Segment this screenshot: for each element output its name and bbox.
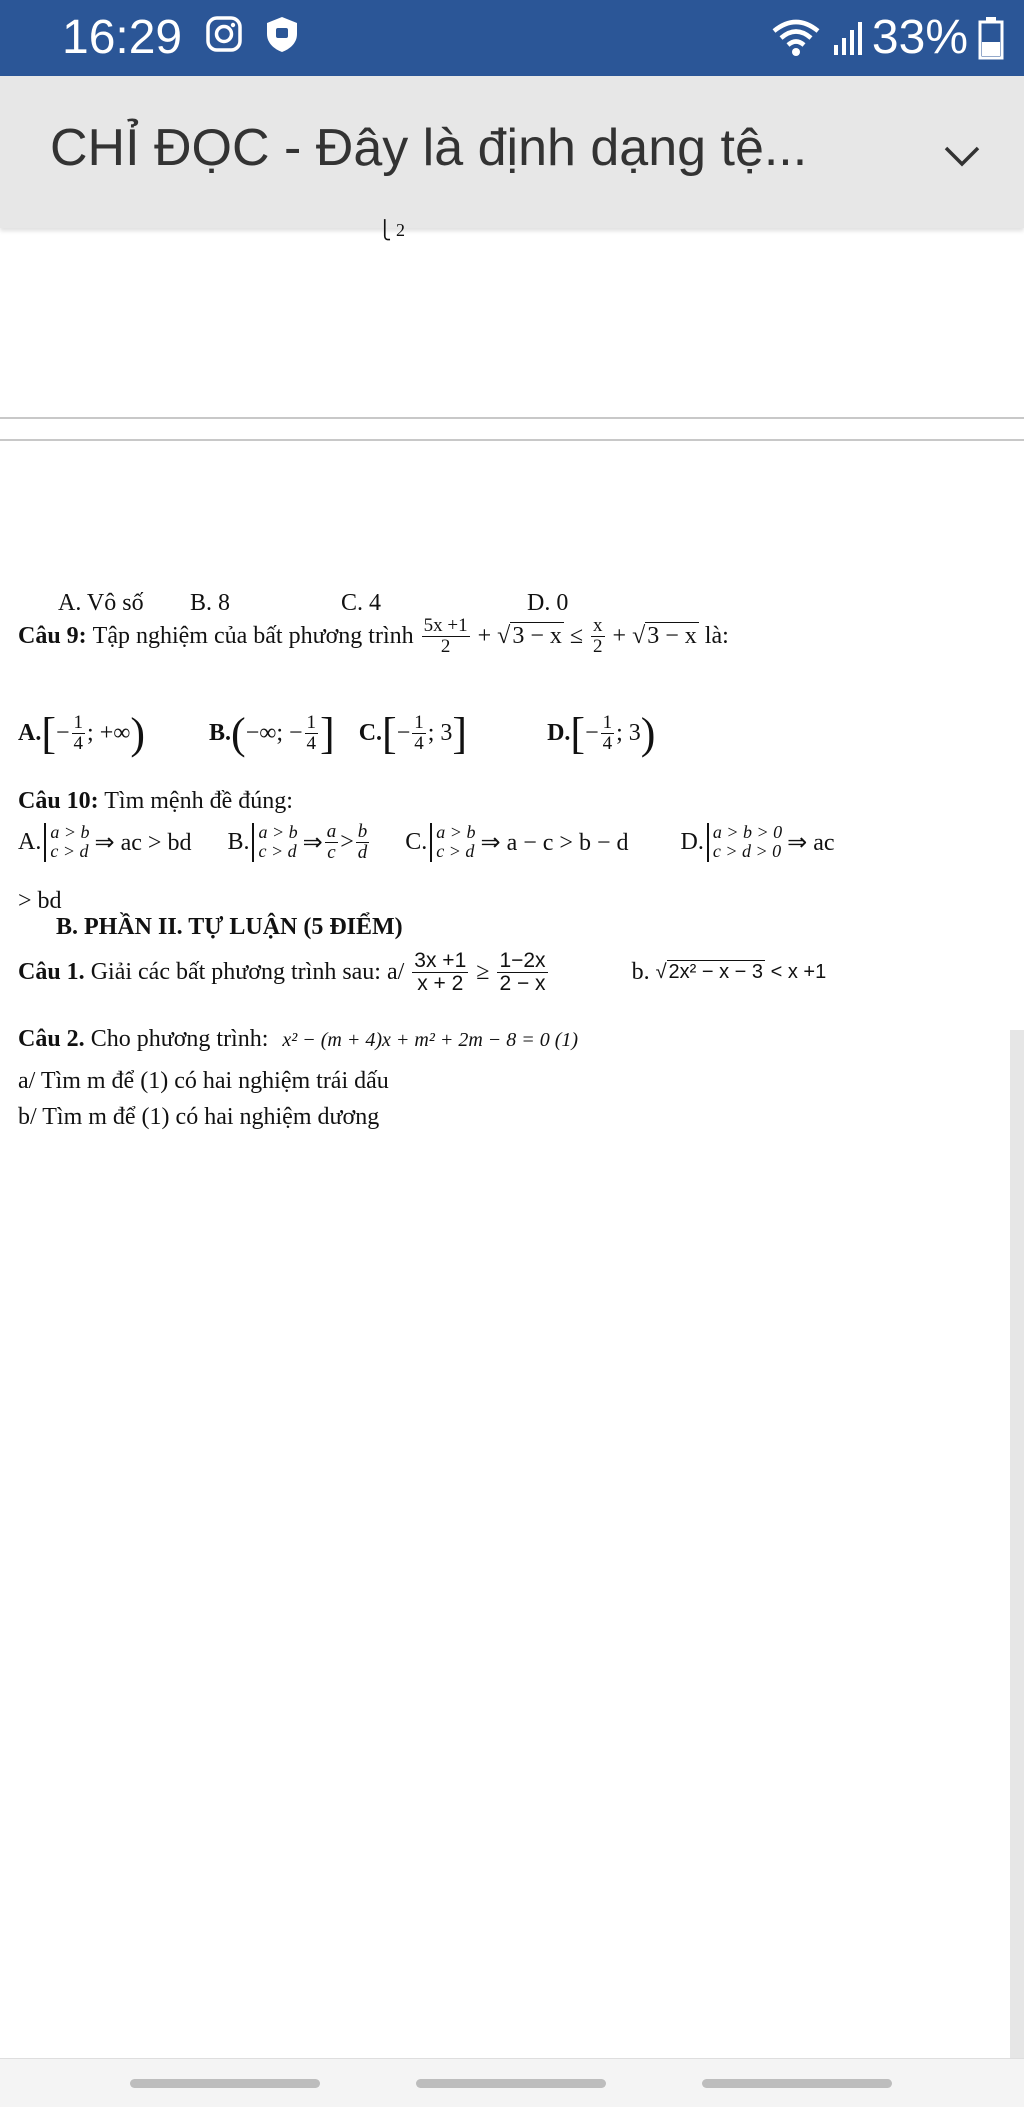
q9-options: A. [ − $\frac{1}{4}$ ; +∞ ) B. ( −∞; − $\frac{1}{4}$ ] C. [ − $\frac{1}{4}$ ; 3 ] D. [ − $\frac{1}{4}$ ; 3 ) — [18, 709, 656, 758]
home-handle[interactable] — [416, 2079, 606, 2088]
q9-option-b-label: B. — [209, 720, 232, 746]
status-bar — [0, 0, 1024, 76]
q10-question — [18, 788, 293, 815]
c2-part-a: a/ Tìm m để (1) có hai nghiệm trái dấu — [18, 1068, 389, 1094]
signal-icon — [832, 17, 862, 59]
page-separator — [0, 439, 1024, 441]
navigation-bar — [0, 2058, 1024, 2107]
recent-apps-handle[interactable] — [130, 2079, 320, 2088]
q10-option-d-continuation: > bd — [18, 888, 62, 914]
c1-label: Câu 1. — [18, 959, 85, 986]
q10-option-c-result: ⇒ a − c > b − d — [480, 829, 629, 856]
battery-percent: 33% — [871, 11, 968, 64]
battery-icon — [978, 16, 1004, 60]
previous-page-fragment: ⎩ 2 — [378, 220, 405, 240]
q8-option-c: C. 4 — [341, 590, 382, 616]
q9-text: Tập nghiệm của bất phương trình — [92, 622, 414, 649]
read-only-banner-title[interactable]: CHỈ ĐỌC - Đây là định dạng tệ... — [50, 119, 808, 177]
shield-icon — [262, 14, 302, 54]
q10-option-d-label: D. — [680, 828, 704, 855]
status-time: 16:29 — [62, 11, 183, 64]
q10-label: Câu 10: — [18, 788, 99, 814]
c2-part-b: b/ Tìm m để (1) có hai nghiệm dương — [18, 1104, 380, 1130]
back-handle[interactable] — [702, 2079, 892, 2088]
q10-options: A. a > b c > d ⇒ ac > bd B. a > b c > d ⇒ $\frac{a}{c}$ > $\frac{b}{d}$ C. a > b c > d ⇒ a − c > b − d D. a > b > 0 c > d > 0 ⇒ ac — [18, 821, 835, 863]
page-separator — [0, 417, 1024, 419]
q10-option-b-label: B. — [227, 828, 250, 855]
essay-question-2 — [18, 1026, 578, 1053]
essay-question-1: Câu 1. Giải các bất phương trình sau: a/ $\frac{3x +1}{x + 2}$ ≥ $\frac{1-2x}{2 - x}$ b. √ 2x² − x − 3 < x +1 — [18, 949, 827, 996]
q8-option-b: B. 8 — [190, 590, 231, 616]
c2-equation: x² − (m + 4)x + m² + 2m − 8 = 0 (1) — [282, 1029, 579, 1051]
q10-option-d-result: ⇒ ac — [787, 829, 835, 856]
q10-text: Tìm mệnh đề đúng: — [104, 788, 293, 814]
q8-option-a: A. Vô số — [58, 590, 144, 616]
q8-option-d: D. 0 — [527, 590, 569, 616]
section-heading: B. PHẦN II. TỰ LUẬN (5 ĐIỂM) — [56, 914, 403, 940]
q9-label: Câu 9: — [18, 622, 87, 649]
fraction: $\frac{x}{2}$ — [593, 615, 603, 657]
q10-option-a-result: ⇒ ac > bd — [94, 829, 192, 856]
c2-label: Câu 2. — [18, 1026, 85, 1052]
q10-option-c-label: C. — [405, 828, 428, 855]
q9-option-d-label: D. — [547, 720, 571, 746]
app-bar — [0, 76, 1024, 228]
q9-question: Câu 9: Tập nghiệm của bất phương trình $\frac{5x +1}{2}$ + √3 − x ≤ $\frac{x}{2}$ + √3 − x là: — [18, 615, 729, 657]
c2-text: Cho phương trình: — [90, 1026, 269, 1052]
wifi-icon — [770, 17, 822, 59]
q9-option-a-label: A. — [18, 720, 42, 746]
scrollbar[interactable] — [1010, 1030, 1024, 2058]
fraction: $\frac{5x +1}{2}$ — [423, 615, 468, 657]
c1-text: Giải các bất phương trình sau: a/ — [90, 959, 405, 986]
chevron-down-icon[interactable] — [940, 134, 984, 178]
instagram-icon — [204, 14, 244, 54]
q10-option-a-label: A. — [18, 828, 42, 855]
document-view[interactable] — [0, 220, 1024, 2058]
q9-option-c-label: C. — [358, 720, 383, 746]
